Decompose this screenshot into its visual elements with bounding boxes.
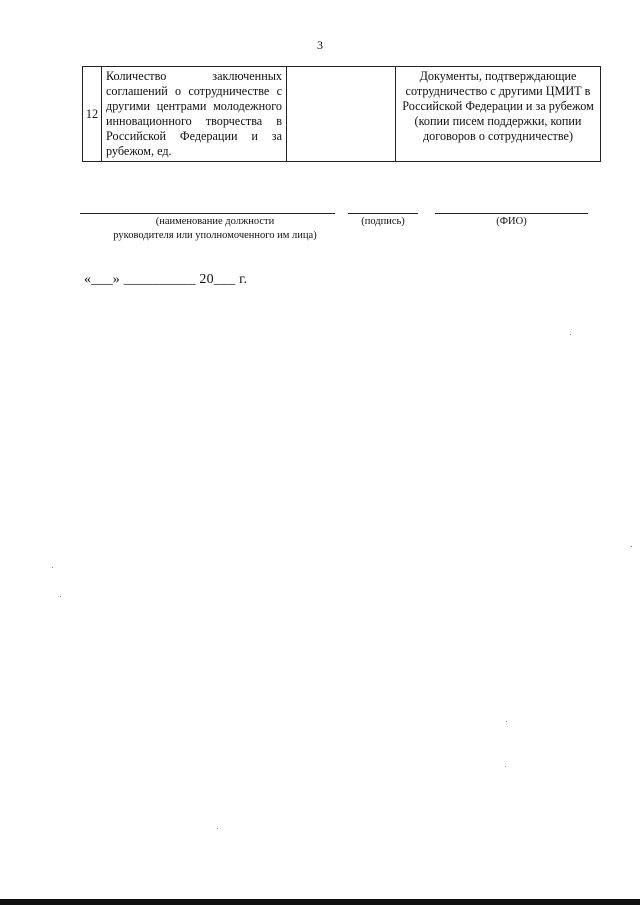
date-line: «___» __________ 20___ г. <box>84 272 248 287</box>
indicator-cell: Количество заключенных соглашений о сотрудничестве с другими центрами молодежного инновационного творчества в Российской Федерации и за рубежом, ед. <box>102 67 287 162</box>
scan-border <box>0 899 640 905</box>
position-signature-line <box>80 213 335 214</box>
name-caption: (ФИО) <box>496 216 527 227</box>
document-table <box>82 66 601 162</box>
name-line <box>435 213 588 214</box>
scan-speck <box>505 766 506 767</box>
scan-speck <box>506 721 507 722</box>
scan-speck <box>217 828 218 829</box>
signature-caption: (подпись) <box>361 216 405 227</box>
value-cell <box>287 67 396 162</box>
scan-speck <box>60 596 61 597</box>
position-caption-line2: руководителя или уполномоченного им лица) <box>113 230 317 241</box>
position-caption <box>80 215 350 243</box>
signature-line <box>348 213 418 214</box>
row-number: 12 <box>83 67 102 162</box>
scan-speck <box>631 546 632 547</box>
documents-cell: Документы, подтверждающие сотрудничество с другими ЦМИТ в Российской Федерации и за рубежом (копии писем поддержки, копии договоров о сотрудничестве) <box>396 67 601 162</box>
scan-speck <box>52 567 53 568</box>
position-caption-line1: (наименование должности <box>155 216 275 227</box>
table-row <box>83 67 601 162</box>
page-number: 3 <box>317 38 323 52</box>
scan-speck <box>570 334 571 335</box>
